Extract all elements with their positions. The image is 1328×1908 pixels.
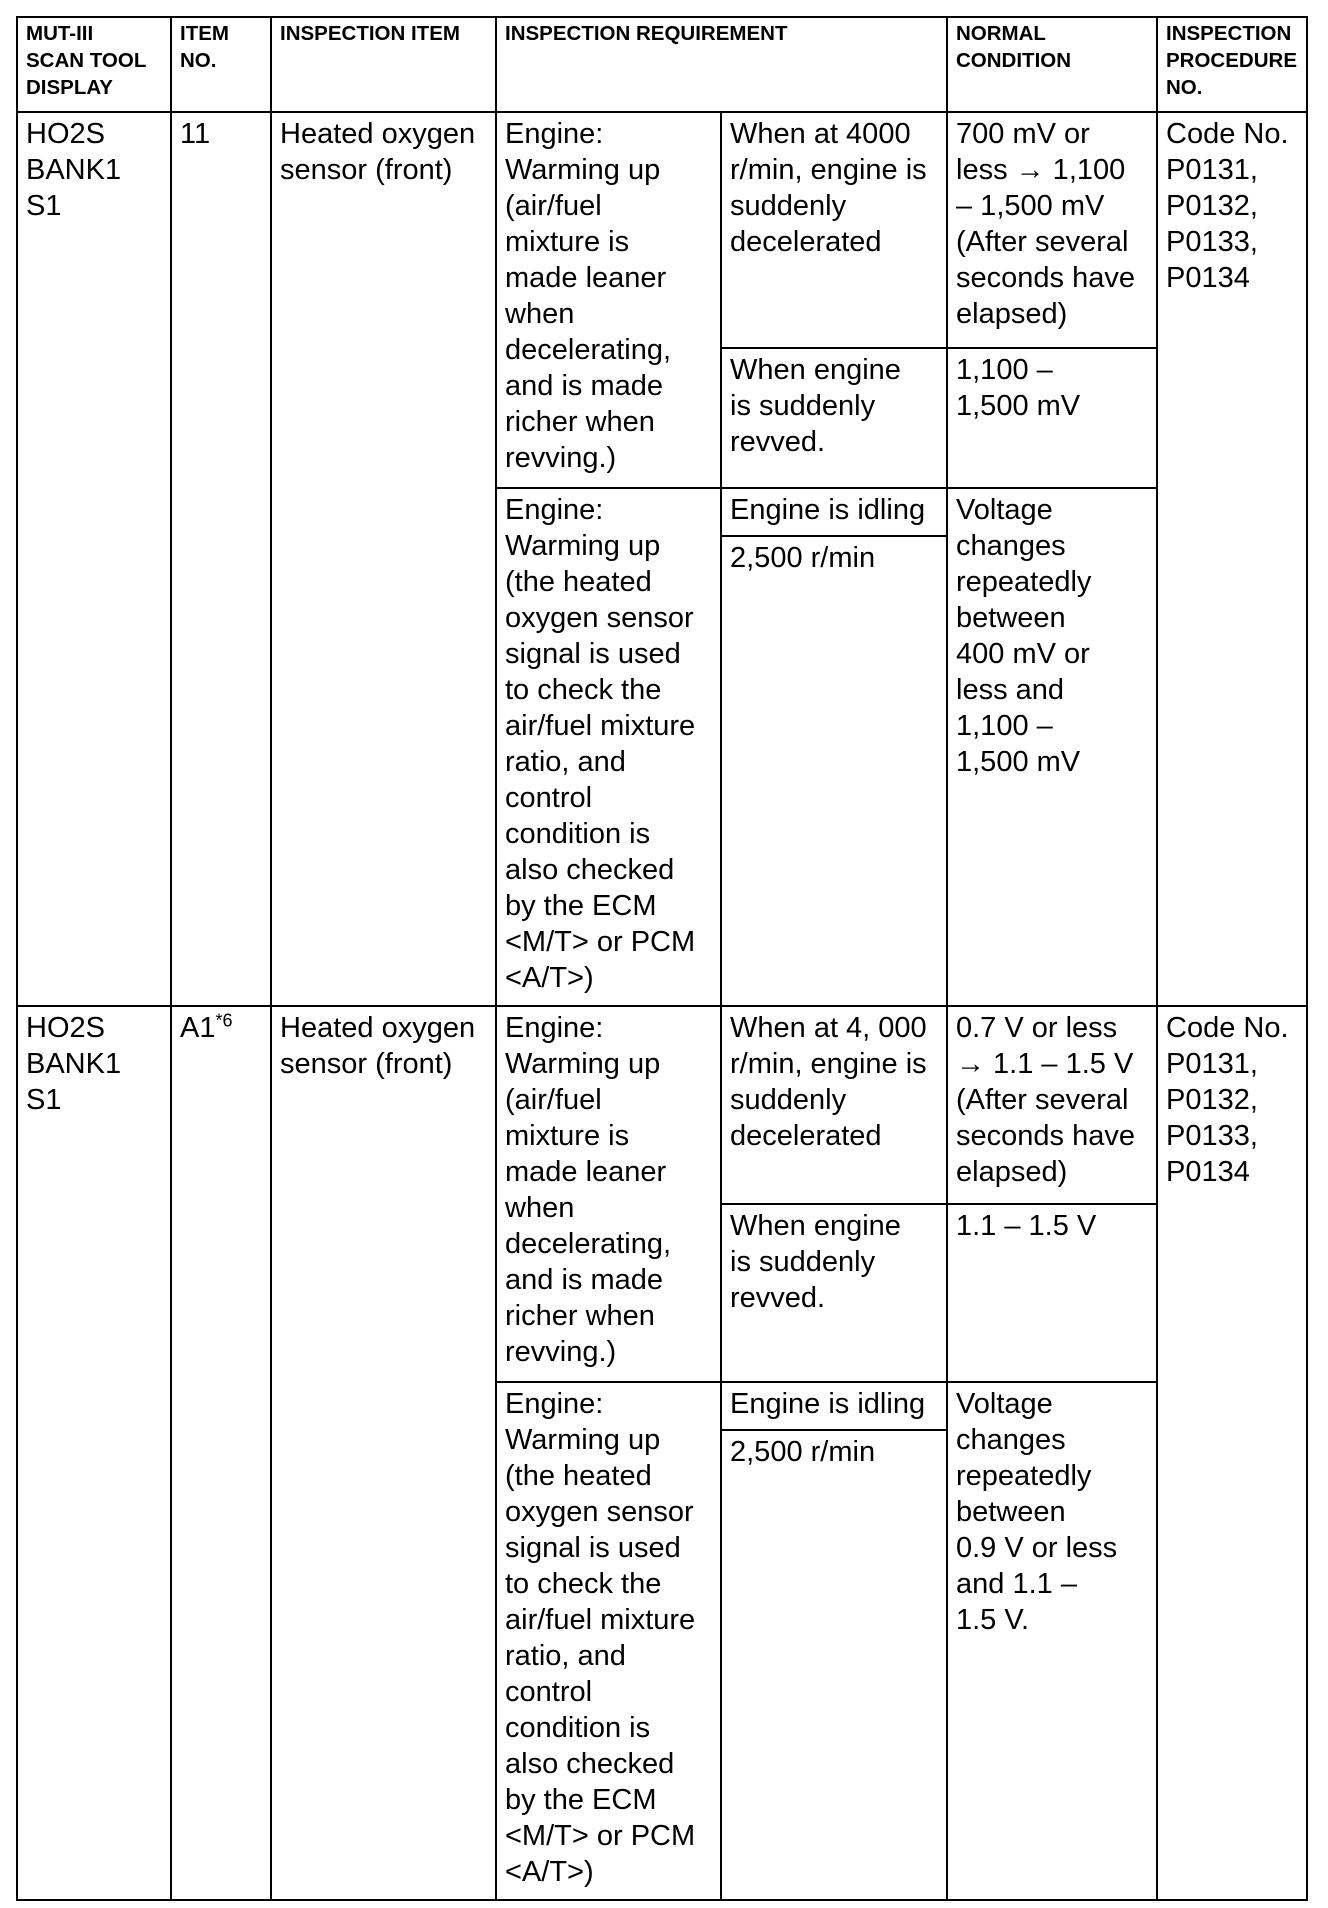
- normal-condition-cell: 0.7 V or less → 1.1 – 1.5 V (After several seconds have elapsed): [947, 1006, 1157, 1204]
- item-no-cell: [171, 1006, 271, 1900]
- table-row: [17, 1006, 1307, 1204]
- requirement-condition-cell: Engine: Warming up (the heated oxygen sensor signal is used to check the air/fuel mixture ratio, and control condition is also checked by the ECM <M/T> or PCM <A/T>): [496, 488, 721, 1006]
- header-row: [17, 17, 1307, 112]
- table-row: [17, 112, 1307, 348]
- normal-condition-cell: 700 mV or less → 1,100 – 1,500 mV (After several seconds have elapsed): [947, 112, 1157, 348]
- requirement-condition-cell: Engine: Warming up (the heated oxygen sensor signal is used to check the air/fuel mixture ratio, and control condition is also checked by the ECM <M/T> or PCM <A/T>): [496, 1382, 721, 1900]
- requirement-condition-cell: Engine: Warming up (air/fuel mixture is made leaner when decelerating, and is made richer when revving.): [496, 1006, 721, 1382]
- item-no-value: 11: [180, 118, 211, 150]
- inspection-table: [16, 16, 1308, 1901]
- display-cell: HO2S BANK1 S1: [17, 112, 171, 1006]
- header-inspection-requirement: INSPECTION REQUIREMENT: [496, 17, 947, 112]
- requirement-sub-cell: Engine is idling: [721, 488, 947, 536]
- normal-condition-cell: 1,100 – 1,500 mV: [947, 348, 1157, 488]
- normal-condition-cell: Voltage changes repeatedly between 400 mV or less and 1,100 – 1,500 mV: [947, 488, 1157, 1006]
- requirement-condition-cell: Engine: Warming up (air/fuel mixture is made leaner when decelerating, and is made richer when revving.): [496, 112, 721, 488]
- requirement-sub-cell: Engine is idling: [721, 1382, 947, 1430]
- inspection-sheet: [16, 16, 1306, 1901]
- item-no-note: *6: [215, 1010, 233, 1031]
- inspection-item-cell: Heated oxygen sensor (front): [271, 112, 496, 1006]
- header-display: MUT-III SCAN TOOL DISPLAY: [17, 17, 171, 112]
- requirement-sub-cell: 2,500 r/min: [721, 536, 947, 1006]
- header-item-no: ITEM NO.: [171, 17, 271, 112]
- item-no-value: A1: [180, 1012, 216, 1044]
- header-procedure-no: INSPECTION PROCEDURE NO.: [1157, 17, 1307, 112]
- normal-condition-cell: 1.1 – 1.5 V: [947, 1204, 1157, 1382]
- requirement-sub-cell: When at 4, 000 r/min, engine is suddenly decelerated: [721, 1006, 947, 1204]
- requirement-sub-cell: When engine is suddenly revved.: [721, 348, 947, 488]
- requirement-sub-cell: 2,500 r/min: [721, 1430, 947, 1900]
- normal-condition-cell: Voltage changes repeatedly between 0.9 V or less and 1.1 – 1.5 V.: [947, 1382, 1157, 1900]
- header-inspection-item: INSPECTION ITEM: [271, 17, 496, 112]
- header-normal-condition: NORMAL CONDITION: [947, 17, 1157, 112]
- inspection-item-cell: Heated oxygen sensor (front): [271, 1006, 496, 1900]
- item-no-cell: [171, 112, 271, 1006]
- requirement-sub-cell: When at 4000 r/min, engine is suddenly decelerated: [721, 112, 947, 348]
- procedure-cell: Code No. P0131, P0132, P0133, P0134: [1157, 112, 1307, 1006]
- requirement-sub-cell: When engine is suddenly revved.: [721, 1204, 947, 1382]
- display-cell: HO2S BANK1 S1: [17, 1006, 171, 1900]
- procedure-cell: Code No. P0131, P0132, P0133, P0134: [1157, 1006, 1307, 1900]
